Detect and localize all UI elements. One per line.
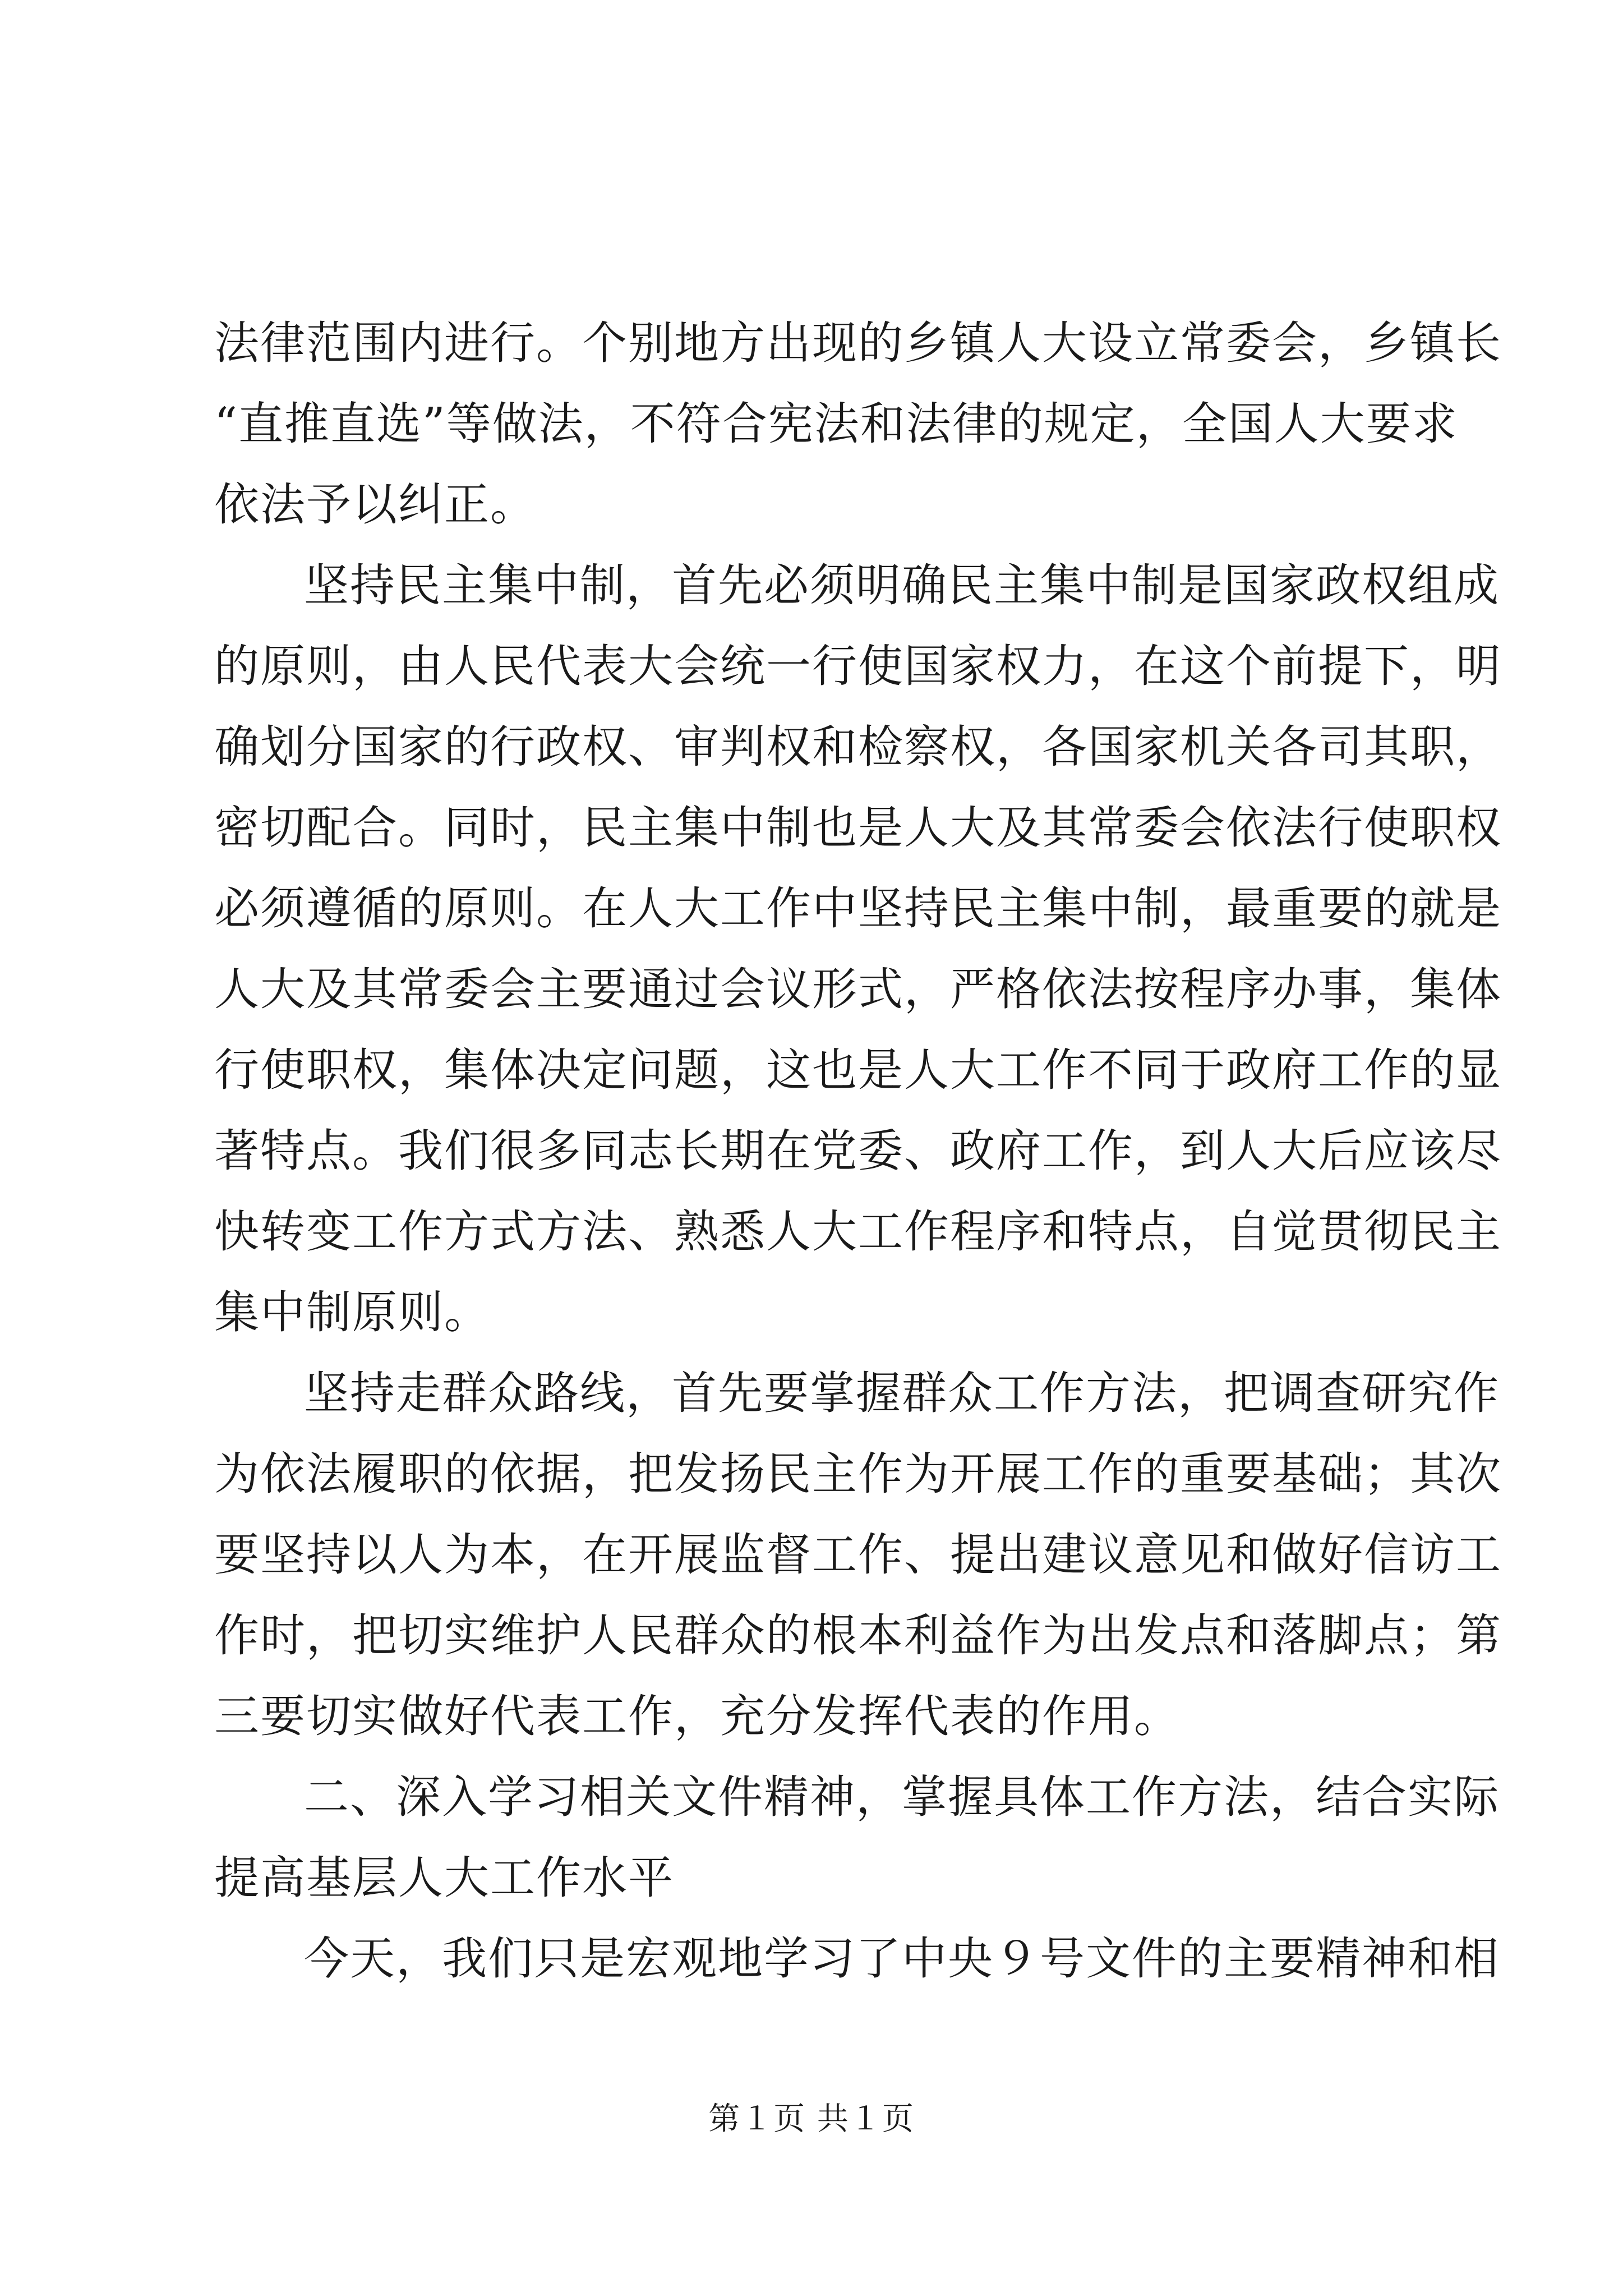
page-footer: 第１页 共１页 [708, 2101, 915, 2137]
text-line: 依法予以纠正。 [214, 478, 536, 531]
text-line: 要坚持以人为本，在开展监督工作、提出建议意见和做好信访工 [214, 1529, 1502, 1581]
paragraph-1 [214, 303, 1502, 545]
paragraph-2 [214, 545, 1502, 1353]
document-body [214, 303, 1502, 1999]
text-line: 三要切实做好代表工作，充分发挥代表的作用。 [214, 1690, 1180, 1742]
text-line: 坚持民主集中制，首先必须明确民主集中制是国家政权组成 [304, 559, 1500, 611]
text-line: 行使职权，集体决定问题，这也是人大工作不同于政府工作的显 [214, 1044, 1502, 1096]
text-line: 坚持走群众路线，首先要掌握群众工作方法，把调查研究作 [304, 1367, 1500, 1419]
text-line: 提高基层人大工作水平 [214, 1852, 674, 1904]
text-line: 著特点。我们很多同志长期在党委、政府工作，到人大后应该尽 [214, 1125, 1502, 1177]
text-line: 的原则，由人民代表大会统一行使国家权力，在这个前提下，明 [214, 640, 1502, 692]
paragraph-5 [214, 1918, 1500, 1999]
text-line: 快转变工作方式方法、熟悉人大工作程序和特点，自觉贯彻民主 [214, 1205, 1502, 1258]
text-line: 集中制原则。 [214, 1286, 490, 1338]
text-line: 为依法履职的依据，把发扬民主作为开展工作的重要基础；其次 [214, 1448, 1502, 1500]
text-line: 法律范围内进行。个别地方出现的乡镇人大设立常委会，乡镇长 [214, 317, 1502, 369]
text-line: “直推直选”等做法，不符合宪法和法律的规定，全国人大要求 [214, 398, 1458, 450]
section-heading [214, 1757, 1500, 1918]
text-line: 密切配合。同时，民主集中制也是人大及其常委会依法行使职权 [214, 802, 1502, 854]
text-line: 二、深入学习相关文件精神，掌握具体工作方法，结合实际 [304, 1771, 1500, 1823]
text-line: 确划分国家的行政权、审判权和检察权，各国家机关各司其职， [214, 721, 1502, 773]
text-line: 作时，把切实维护人民群众的根本利益作为出发点和落脚点；第 [214, 1609, 1502, 1662]
text-line: 人大及其常委会主要通过会议形式，严格依法按程序办事，集体 [214, 963, 1502, 1015]
paragraph-3 [214, 1353, 1502, 1757]
text-line: 必须遵循的原则。在人大工作中坚持民主集中制，最重要的就是 [214, 882, 1502, 935]
text-line: 今天，我们只是宏观地学习了中央９号文件的主要精神和相 [304, 1932, 1500, 1985]
